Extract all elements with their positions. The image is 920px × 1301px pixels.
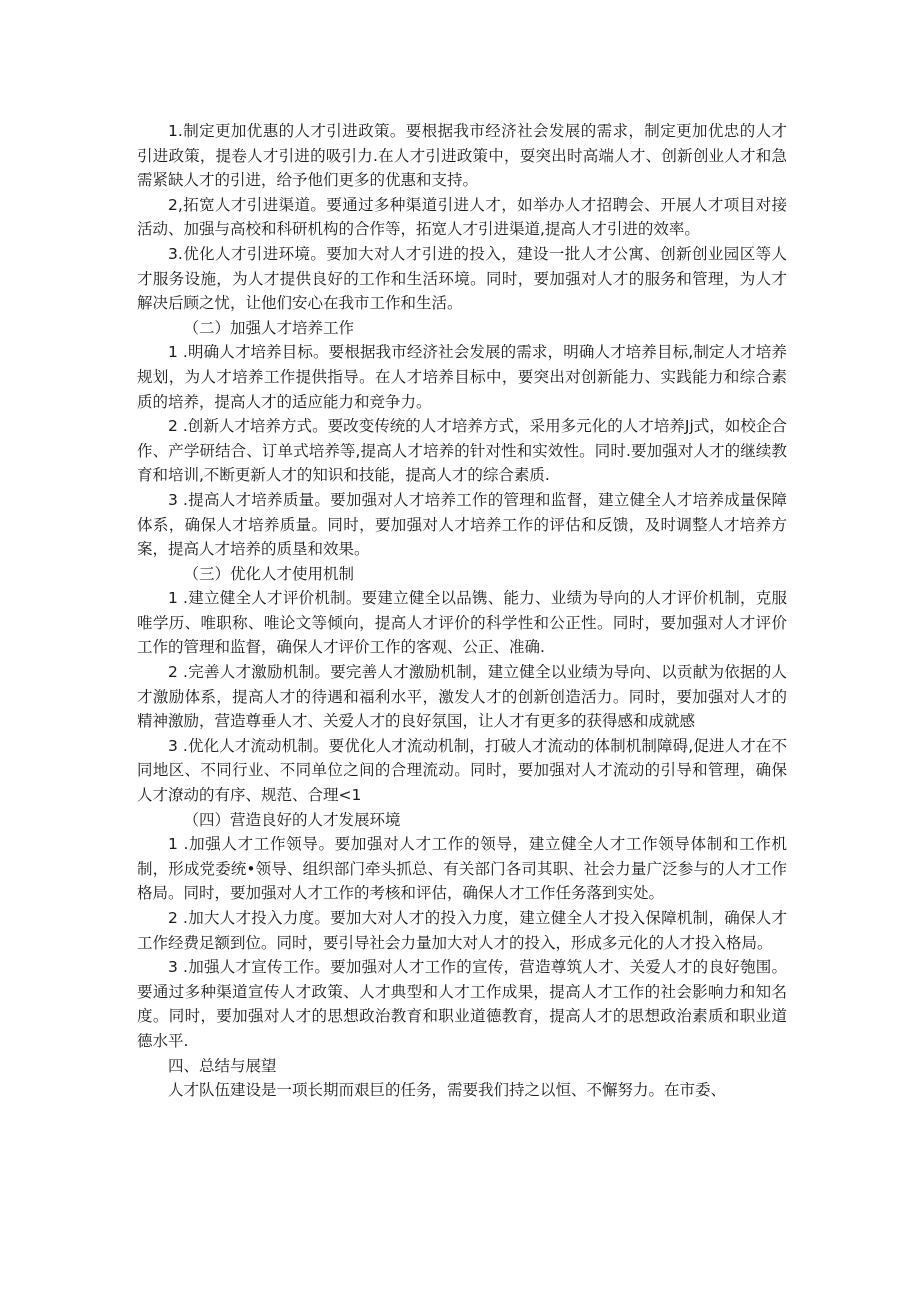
paragraph-2-2: 2 .创新人才培养方式。要改变传统的人才培养方式，采用多元化的人才培养Jj式，如校企合作、产学研结合、订单式培养等,提高人才培养的针对性和实效性。同时.要加强对人才的继续教育和培训,不断更新人才的知识和技能，提高人才的综合素质.: [137, 417, 787, 485]
document-body: [137, 119, 787, 1103]
section-heading-2: （二）加强人才培养工作: [183, 318, 355, 337]
paragraph-3-2: 2 .完善人才激励机制。要完善人才激励机制，建立健全以业绩为导向、以贡献为依据的人才激励体系，提高人才的待遇和福利水平，激发人才的创新创造活力。同时，要加强对人才的精神激励，营造尊垂人才、关爱人才的良好氛国，让人才有更多的获得感和成就感: [137, 663, 787, 731]
paragraph-4-2: 2 .加大人才投入力度。要加大对人才的投入力度，建立健全人才投入保障机制，确保人才工作经费足额到位。同时，要引导社会力量加大对人才的投入，形成多元化的人才投入格局。: [137, 909, 787, 952]
paragraph-4-3: 3 .加强人才宣传工作。要加强对人才工作的宣传，营造尊筑人才、关爱人才的良好匏围。要通过多种渠道宣传人才政策、人才典型和人才工作成果，提高人才工作的社会影响力和知名度。同时，要加强对人才的思想政治教育和职业道德教育，提高人才的思想政治素质和职业道德水平.: [137, 958, 787, 1050]
paragraph-1-2: 2,拓宽人才引进渠道。要通过多种渠道引进人才，如举办人才招聘会、开展人才项目对接活动、加强与高校和科研机构的合作等，拓宽人才引进渠道,提高人才引进的效率。: [137, 195, 787, 239]
paragraph-3-3: 3 .优化人才流动机制。要优化人才流动机制，打破人才流动的体制机制障碍,促进人才在不同地区、不同行业、不同单位之间的合理流动。同时，要加强对人才流动的引导和管理，确保人才潦动的有序、规范、合理<1: [137, 736, 787, 805]
paragraph-4-1: 1 .加强人才工作领导。要加强对人才工作的领导，建立健全人才工作领导体制和工作机制，形成党委统•领导、组织部门牵头抓总、有关部门各司其职、社会力量广泛参与的人才工作格局。同时，要加强对人才工作的考核和评估，确保人才工作任务落到实处。: [137, 835, 787, 903]
paragraph-1-1: 1.制定更加优惠的人才引进政策。要根据我市经济社会发展的需求，制定更加优忠的人才引进政策，提卷人才引进的吸引力.在人才引进政策中，耍突出时高端人才、创新创业人才和急需紧缺人才的引进，给予他们更多的优惠和支持。: [137, 122, 787, 190]
paragraph-1-3: 3.优化人才引进环境。要加大对人才引进的投入，建设一批人才公寓、创新创业园区等人才服务设施，为人才提供良好的工作和生活环境。同时，要加强对人才的服务和管理，为人才解决后顾之忧，让他们安心在我市工作和生活。: [137, 244, 787, 313]
paragraph-2-3: 3 .提高人才培养质量。要加强对人才培养工作的管理和监督，建立健全人才培养成量保障体系，确保人才培养质量。同时，要加强对人才培养工作的评估和反馈，及时调整人才培养方案，提高人才培养的质垦和效果。: [137, 490, 787, 559]
section-heading-4: （四）营造良好的人才发展环境: [183, 810, 401, 829]
chapter-heading-summary: 四、总结与展望: [168, 1056, 277, 1075]
section-heading-3: （三）优化人才使用机制: [183, 564, 355, 583]
paragraph-2-1: 1 .明确人才培养目标。要根据我市经济社会发展的需求，明确人才培养目标,制定人才培养规划，为人才培养工作提供指导。在人才培养目标中，要突出对创新能力、实践能力和综合素质的培养，提高人才的适应能力和竞争力。: [137, 343, 787, 411]
paragraph-summary-1: 人才队伍建设是一项长期而艰巨的任务，需要我们持之以恒、不懈努力。在市委、: [168, 1081, 727, 1100]
paragraph-3-1: 1 .建立健全人才评价机制。要建立健全以品镌、能力、业绩为导向的人才评价机制，克服唯学历、唯职称、唯论文等倾向，提高人才评价的科学性和公正性。同时，要加强对人才评价工作的管理和监督，确保人才评价工作的客观、公正、准确.: [137, 589, 787, 657]
